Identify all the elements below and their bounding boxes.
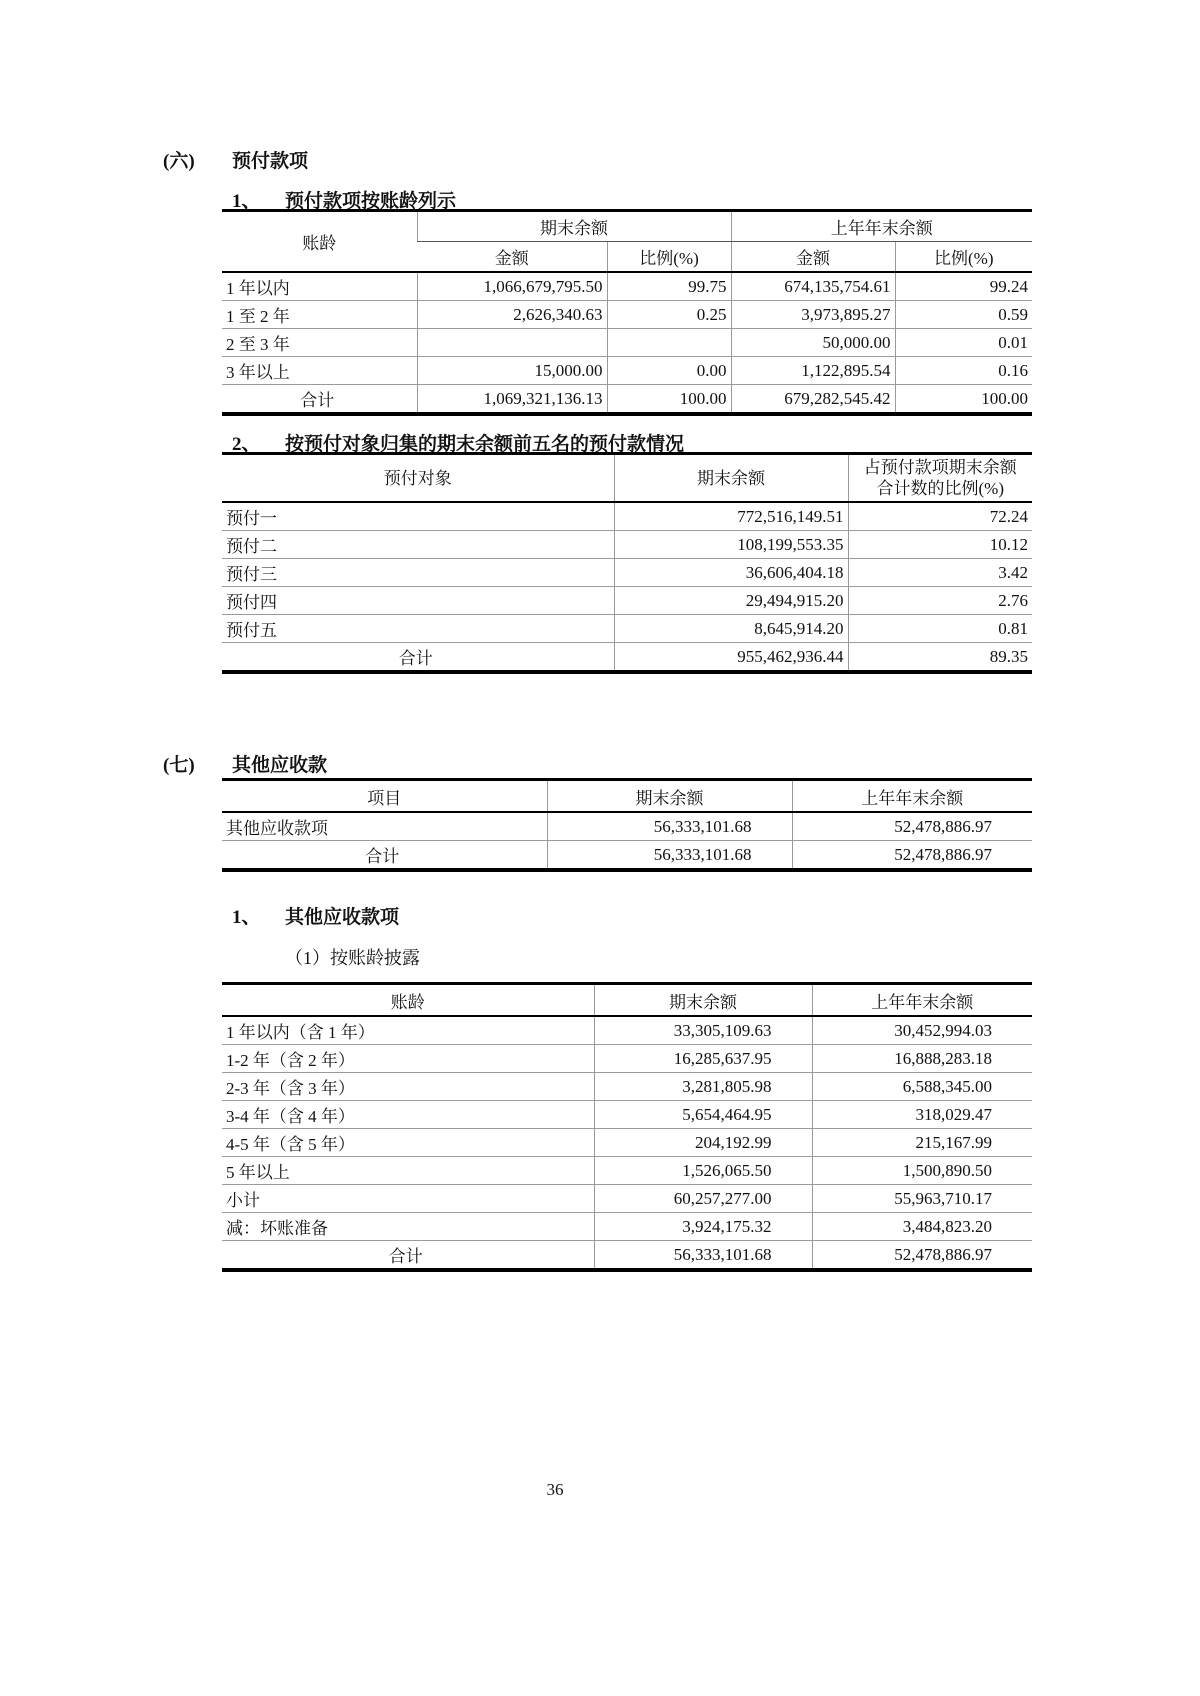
ratio-cell: 0.81 [848, 615, 1032, 643]
prior-balance-cell: 30,452,994.03 [812, 1016, 1032, 1045]
ending-balance-cell: 56,333,101.68 [594, 1241, 812, 1271]
ending-balance-cell: 56,333,101.68 [547, 841, 792, 871]
table-row [222, 272, 1032, 301]
section-7-sub1-heading [232, 902, 399, 929]
ending-balance-cell: 3,924,175.32 [594, 1213, 812, 1241]
prior-balance-cell: 52,478,886.97 [792, 841, 1032, 871]
ending-ratio-cell [607, 329, 731, 357]
top-five-prepayments-table-body [222, 502, 1032, 672]
aging-cell: 4-5 年（含 5 年） [222, 1129, 594, 1157]
section-6-sub1-label: 1、 [232, 191, 261, 212]
prior-amount-cell: 50,000.00 [731, 329, 895, 357]
table-row [222, 1213, 1032, 1241]
col-group-prior-year-balance: 上年年末余额 [731, 211, 1032, 242]
ending-amount-cell: 15,000.00 [417, 357, 607, 385]
ending-balance-cell: 36,606,404.18 [614, 559, 848, 587]
prior-balance-cell: 1,500,890.50 [812, 1157, 1032, 1185]
prepayments-aging-table [222, 209, 1032, 416]
other-receivables-table [222, 778, 1032, 872]
col-header-aging: 账龄 [222, 984, 594, 1017]
table-row [222, 502, 1032, 531]
section-6-sub2-title: 按预付对象归集的期末余额前五名的预付款情况 [285, 434, 685, 455]
prior-ratio-cell: 0.59 [895, 301, 1032, 329]
aging-cell: 3 年以上 [222, 357, 417, 385]
prior-balance-cell: 16,888,283.18 [812, 1045, 1032, 1073]
section-6-sub1-title: 预付款项按账龄列示 [285, 191, 457, 212]
table-row [222, 615, 1032, 643]
prior-balance-cell: 55,963,710.17 [812, 1185, 1032, 1213]
aging-cell: 合计 [222, 385, 417, 415]
aging-cell: 1 年以内（含 1 年） [222, 1016, 594, 1045]
item-cell: 合计 [222, 841, 547, 871]
page-number: 36 [546, 1480, 564, 1499]
section-7-label: (七) [163, 755, 195, 776]
ratio-cell: 10.12 [848, 531, 1032, 559]
col-header-prior-balance: 上年年末余额 [792, 780, 1032, 813]
table-row [222, 559, 1032, 587]
prior-amount-cell: 1,122,895.54 [731, 357, 895, 385]
table-row [222, 1016, 1032, 1045]
section-7-heading [163, 750, 327, 777]
aging-cell: 3-4 年（含 4 年） [222, 1101, 594, 1129]
table-row [222, 301, 1032, 329]
col-group-ending-balance: 期末余额 [417, 211, 731, 242]
aging-cell: 减：坏账准备 [222, 1213, 594, 1241]
section-7-sub1-label: 1、 [232, 907, 261, 928]
ratio-cell: 2.76 [848, 587, 1032, 615]
ratio-cell: 89.35 [848, 643, 1032, 673]
col-header-ratio-ending: 比例(%) [607, 242, 731, 273]
table-row [222, 1157, 1032, 1185]
prior-amount-cell: 679,282,545.42 [731, 385, 895, 415]
ending-balance-cell: 204,192.99 [594, 1129, 812, 1157]
ending-balance-cell: 56,333,101.68 [547, 812, 792, 841]
aging-disclosure-heading [285, 944, 420, 970]
col-header-item: 项目 [222, 780, 547, 813]
item-cell: 其他应收款项 [222, 812, 547, 841]
table-row [222, 812, 1032, 841]
col-header-ratio-of-total: 占预付款项期末余额合计数的比例(%) [848, 454, 1032, 503]
prepay-object-cell: 预付三 [222, 559, 614, 587]
col-header-amount-ending: 金额 [417, 242, 607, 273]
prepay-object-cell: 合计 [222, 643, 614, 673]
table-row [222, 1073, 1032, 1101]
col-header-prepay-object: 预付对象 [222, 454, 614, 503]
ratio-cell: 3.42 [848, 559, 1032, 587]
top-five-prepayments-table [222, 452, 1032, 674]
ending-ratio-cell: 99.75 [607, 272, 731, 301]
section-6-title: 预付款项 [232, 151, 309, 172]
section-7-title: 其他应收款 [232, 755, 328, 776]
table-row [222, 643, 1032, 673]
col-header-ending-balance: 期末余额 [594, 984, 812, 1017]
ending-balance-cell: 108,199,553.35 [614, 531, 848, 559]
ending-balance-cell: 5,654,464.95 [594, 1101, 812, 1129]
prior-balance-cell: 318,029.47 [812, 1101, 1032, 1129]
table-row [222, 1241, 1032, 1271]
ending-ratio-cell: 0.25 [607, 301, 731, 329]
aging-cell: 2 至 3 年 [222, 329, 417, 357]
prior-ratio-cell: 100.00 [895, 385, 1032, 415]
table-row [222, 385, 1032, 415]
prior-balance-cell: 52,478,886.97 [792, 812, 1032, 841]
top-five-prepayments-table-header [222, 454, 1032, 503]
aging-cell: 2-3 年（含 3 年） [222, 1073, 594, 1101]
table-row [222, 1101, 1032, 1129]
aging-cell: 5 年以上 [222, 1157, 594, 1185]
other-receivables-aging-table [222, 982, 1032, 1272]
ending-balance-cell: 955,462,936.44 [614, 643, 848, 673]
ending-balance-cell: 772,516,149.51 [614, 502, 848, 531]
ratio-cell: 72.24 [848, 502, 1032, 531]
ending-balance-cell: 60,257,277.00 [594, 1185, 812, 1213]
prepay-object-cell: 预付二 [222, 531, 614, 559]
ending-amount-cell: 1,066,679,795.50 [417, 272, 607, 301]
col-header-aging: 账龄 [222, 211, 417, 273]
col-header-prior-balance: 上年年末余额 [812, 984, 1032, 1017]
prior-ratio-cell: 0.16 [895, 357, 1032, 385]
table-row [222, 587, 1032, 615]
section-6-heading [163, 146, 308, 173]
table-row [222, 531, 1032, 559]
ending-amount-cell: 2,626,340.63 [417, 301, 607, 329]
other-receivables-table-body [222, 812, 1032, 870]
prepay-object-cell: 预付四 [222, 587, 614, 615]
other-receivables-aging-table-body [222, 1016, 1032, 1270]
col-header-ending-balance: 期末余额 [614, 454, 848, 503]
table-row [222, 1045, 1032, 1073]
prior-balance-cell: 6,588,345.00 [812, 1073, 1032, 1101]
ending-amount-cell [417, 329, 607, 357]
aging-cell: 小计 [222, 1185, 594, 1213]
ending-ratio-cell: 100.00 [607, 385, 731, 415]
table-row [222, 329, 1032, 357]
prepayments-aging-table-header [222, 211, 1032, 273]
aging-cell: 1 年以内 [222, 272, 417, 301]
ending-amount-cell: 1,069,321,136.13 [417, 385, 607, 415]
aging-disclosure-title: 按账龄披露 [330, 948, 420, 968]
aging-disclosure-label: （1） [285, 948, 330, 968]
table-row [222, 841, 1032, 871]
prepay-object-cell: 预付五 [222, 615, 614, 643]
ending-balance-cell: 1,526,065.50 [594, 1157, 812, 1185]
prior-amount-cell: 674,135,754.61 [731, 272, 895, 301]
table-row [222, 1185, 1032, 1213]
other-receivables-table-header [222, 780, 1032, 813]
prepay-object-cell: 预付一 [222, 502, 614, 531]
aging-cell: 1 至 2 年 [222, 301, 417, 329]
ending-balance-cell: 8,645,914.20 [614, 615, 848, 643]
ending-balance-cell: 16,285,637.95 [594, 1045, 812, 1073]
ending-balance-cell: 33,305,109.63 [594, 1016, 812, 1045]
prepayments-aging-table-body [222, 272, 1032, 414]
prior-ratio-cell: 0.01 [895, 329, 1032, 357]
prior-amount-cell: 3,973,895.27 [731, 301, 895, 329]
col-header-ending-balance: 期末余额 [547, 780, 792, 813]
section-7-sub1-title: 其他应收款项 [285, 907, 400, 928]
section-6-sub2-label: 2、 [232, 434, 261, 455]
prior-balance-cell: 215,167.99 [812, 1129, 1032, 1157]
aging-cell: 1-2 年（含 2 年） [222, 1045, 594, 1073]
col-header-ratio-prior: 比例(%) [895, 242, 1032, 273]
prior-balance-cell: 52,478,886.97 [812, 1241, 1032, 1271]
ending-balance-cell: 3,281,805.98 [594, 1073, 812, 1101]
table-row [222, 1129, 1032, 1157]
prior-balance-cell: 3,484,823.20 [812, 1213, 1032, 1241]
section-6-label: (六) [163, 151, 195, 172]
ending-ratio-cell: 0.00 [607, 357, 731, 385]
col-header-amount-prior: 金额 [731, 242, 895, 273]
aging-cell: 合计 [222, 1241, 594, 1271]
prior-ratio-cell: 99.24 [895, 272, 1032, 301]
table-row [222, 357, 1032, 385]
other-receivables-aging-table-header [222, 984, 1032, 1017]
ending-balance-cell: 29,494,915.20 [614, 587, 848, 615]
